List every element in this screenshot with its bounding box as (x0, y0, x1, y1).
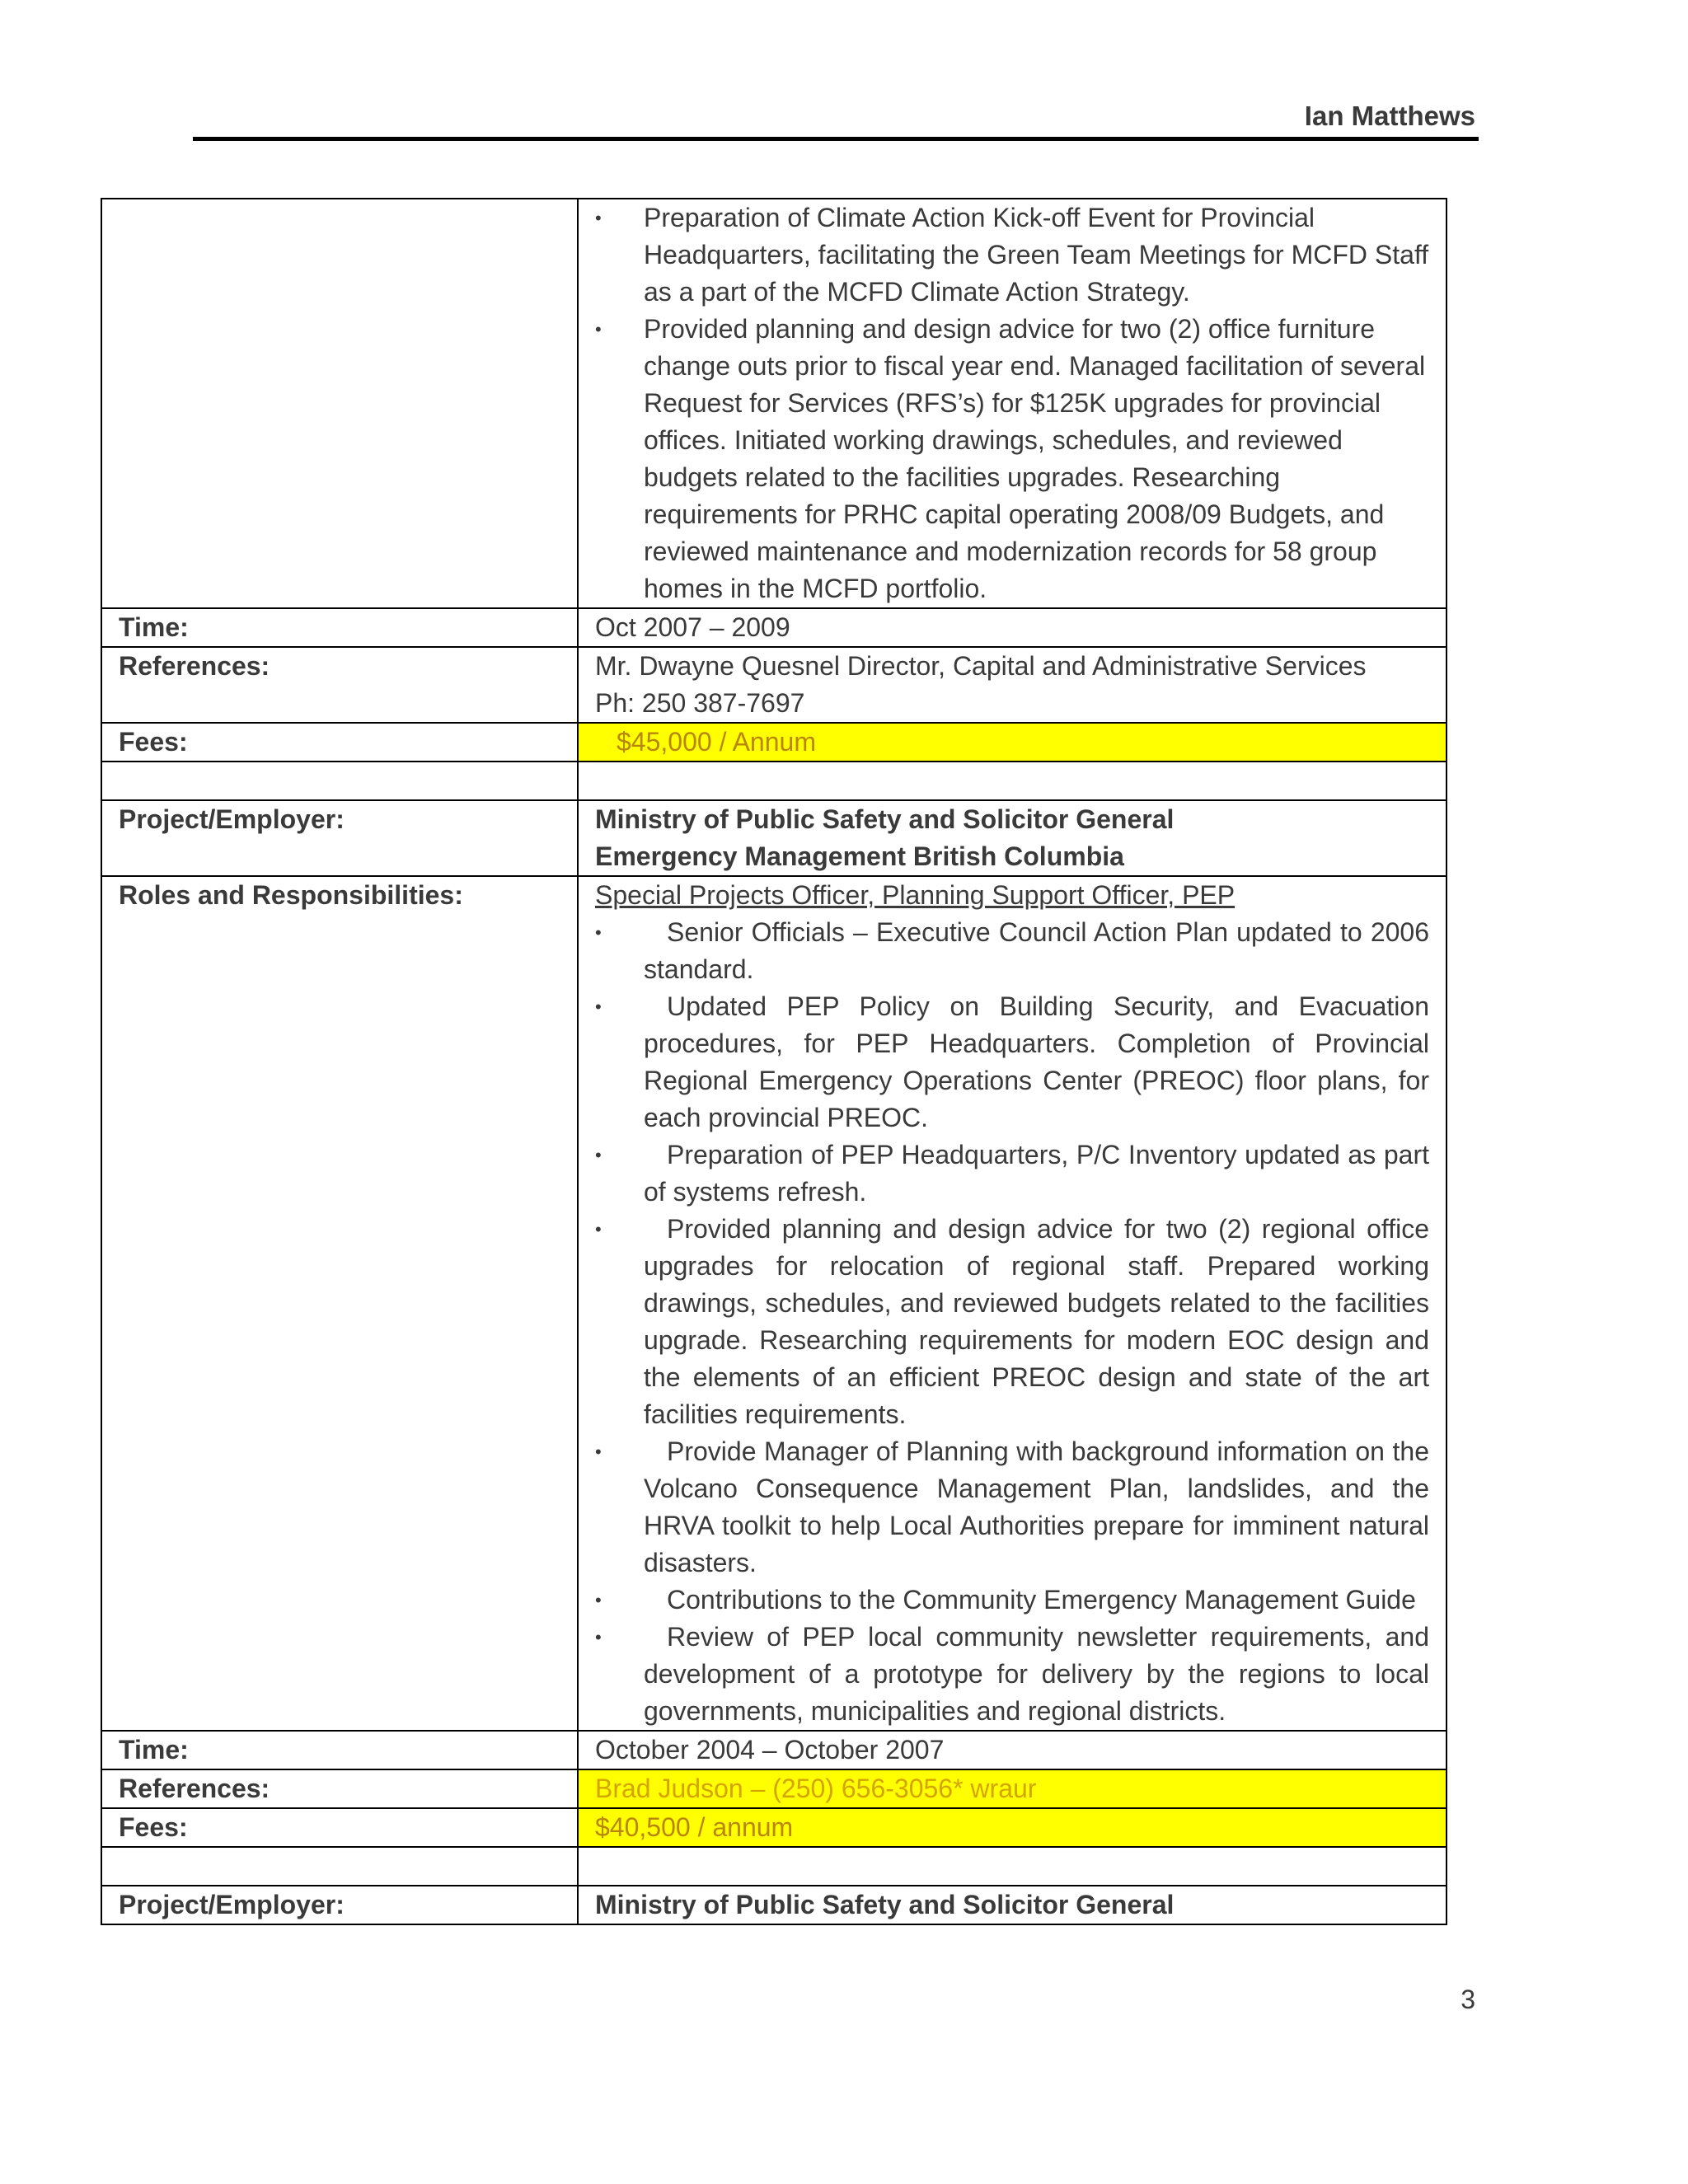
fees-value: $40,500 / annum (595, 1812, 794, 1842)
time-label: Time: (101, 608, 578, 647)
empty-cell (578, 762, 1447, 800)
empty-cell (578, 1847, 1447, 1886)
project-label: Project/Employer: (101, 800, 578, 876)
references-label: References: (101, 647, 578, 723)
fees-label: Fees: (101, 723, 578, 762)
table-row (101, 1847, 1447, 1886)
table-row (101, 1769, 1447, 1808)
list-item: • Review of PEP local community newsletter requirements, and development of a prototype for delivery by the regions to local governments, municipalities and regional districts. (595, 1619, 1429, 1730)
table-row (101, 800, 1447, 876)
empty-cell (101, 762, 578, 800)
empty-label-cell (101, 199, 578, 608)
project-value (578, 800, 1447, 876)
references-line: Mr. Dwayne Quesnel Director, Capital and Administrative Services (595, 651, 1367, 681)
project-label: Project/Employer: (101, 1886, 578, 1924)
time-value: October 2004 – October 2007 (578, 1731, 1447, 1769)
bullet-list (595, 199, 1429, 607)
list-item: • Preparation of PEP Headquarters, P/C Inventory updated as part of systems refresh. (595, 1137, 1429, 1211)
list-item: • Provided planning and design advice for two (2) regional office upgrades for relocation of regional staff. Prepared working drawings, schedules, and reviewed budgets related to the facilities upgrade. Researching requirements for modern EOC design and the elements of an efficient PREOC design and state of the art facilities requirements. (595, 1211, 1429, 1433)
list-item: • Provide Manager of Planning with background information on the Volcano Consequence Management Plan, landslides, and the HRVA toolkit to help Local Authorities prepare for imminent natural disasters. (595, 1433, 1429, 1582)
references-value: Brad Judson – (250) 656-3056* wraur (595, 1774, 1037, 1803)
table-row (101, 1886, 1447, 1924)
references-phone: Ph: 250 387-7697 (595, 688, 805, 718)
table-row (101, 647, 1447, 723)
table-row (101, 876, 1447, 1731)
table-row (101, 199, 1447, 608)
fees-label: Fees: (101, 1808, 578, 1847)
table-row (101, 608, 1447, 647)
list-item: • Contributions to the Community Emergency Management Guide (595, 1582, 1429, 1619)
references-label: References: (101, 1769, 578, 1808)
page-number: 3 (1461, 1985, 1475, 2014)
table-row (101, 762, 1447, 800)
project-ministry: Ministry of Public Safety and Solicitor General (595, 804, 1175, 834)
list-item: • Senior Officials – Executive Council Action Plan updated to 2006 standard. (595, 914, 1429, 988)
roles-label: Roles and Responsibilities: (101, 876, 578, 1731)
table-row (101, 1808, 1447, 1847)
table-row (101, 1731, 1447, 1769)
bullets-cell (578, 199, 1447, 608)
cv-table (101, 198, 1447, 1925)
time-value: Oct 2007 – 2009 (578, 608, 1447, 647)
list-item: • Preparation of Climate Action Kick-off Event for Provincial Headquarters, facilitating the Green Team Meetings for MCFD Staff as a part of the MCFD Climate Action Strategy. (595, 199, 1429, 311)
project-division: Emergency Management British Columbia (595, 841, 1124, 871)
fees-value-cell (578, 1808, 1447, 1847)
list-item: • Provided planning and design advice for two (2) office furniture change outs prior to fiscal year end. Managed facilitation of several Request for Services (RFS’s) for $125K upgrades for provincial offices. Initiated working drawings, schedules, and reviewed budgets related to the facilities upgrades. Researching requirements for PRHC capital operating 2008/09 Budgets, and reviewed maintenance and modernization records for 58 group homes in the MCFD portfolio. (595, 311, 1429, 607)
table-row (101, 723, 1447, 762)
bullet-list (595, 914, 1429, 1730)
empty-cell (101, 1847, 578, 1886)
references-value (578, 647, 1447, 723)
header-name: Ian Matthews (1304, 101, 1475, 131)
header-rule (193, 137, 1479, 141)
project-value: Ministry of Public Safety and Solicitor General (578, 1886, 1447, 1924)
fees-value-cell (578, 723, 1447, 762)
fees-value: $45,000 / Annum (617, 727, 816, 757)
list-item: • Updated PEP Policy on Building Security, and Evacuation procedures, for PEP Headquarters. Completion of Provincial Regional Emergency Operations Center (PREOC) floor plans, for each provincial PREOC. (595, 988, 1429, 1137)
references-value-cell (578, 1769, 1447, 1808)
time-label: Time: (101, 1731, 578, 1769)
roles-title: Special Projects Officer, Planning Support Officer, PEP (595, 880, 1236, 910)
roles-cell (578, 876, 1447, 1731)
